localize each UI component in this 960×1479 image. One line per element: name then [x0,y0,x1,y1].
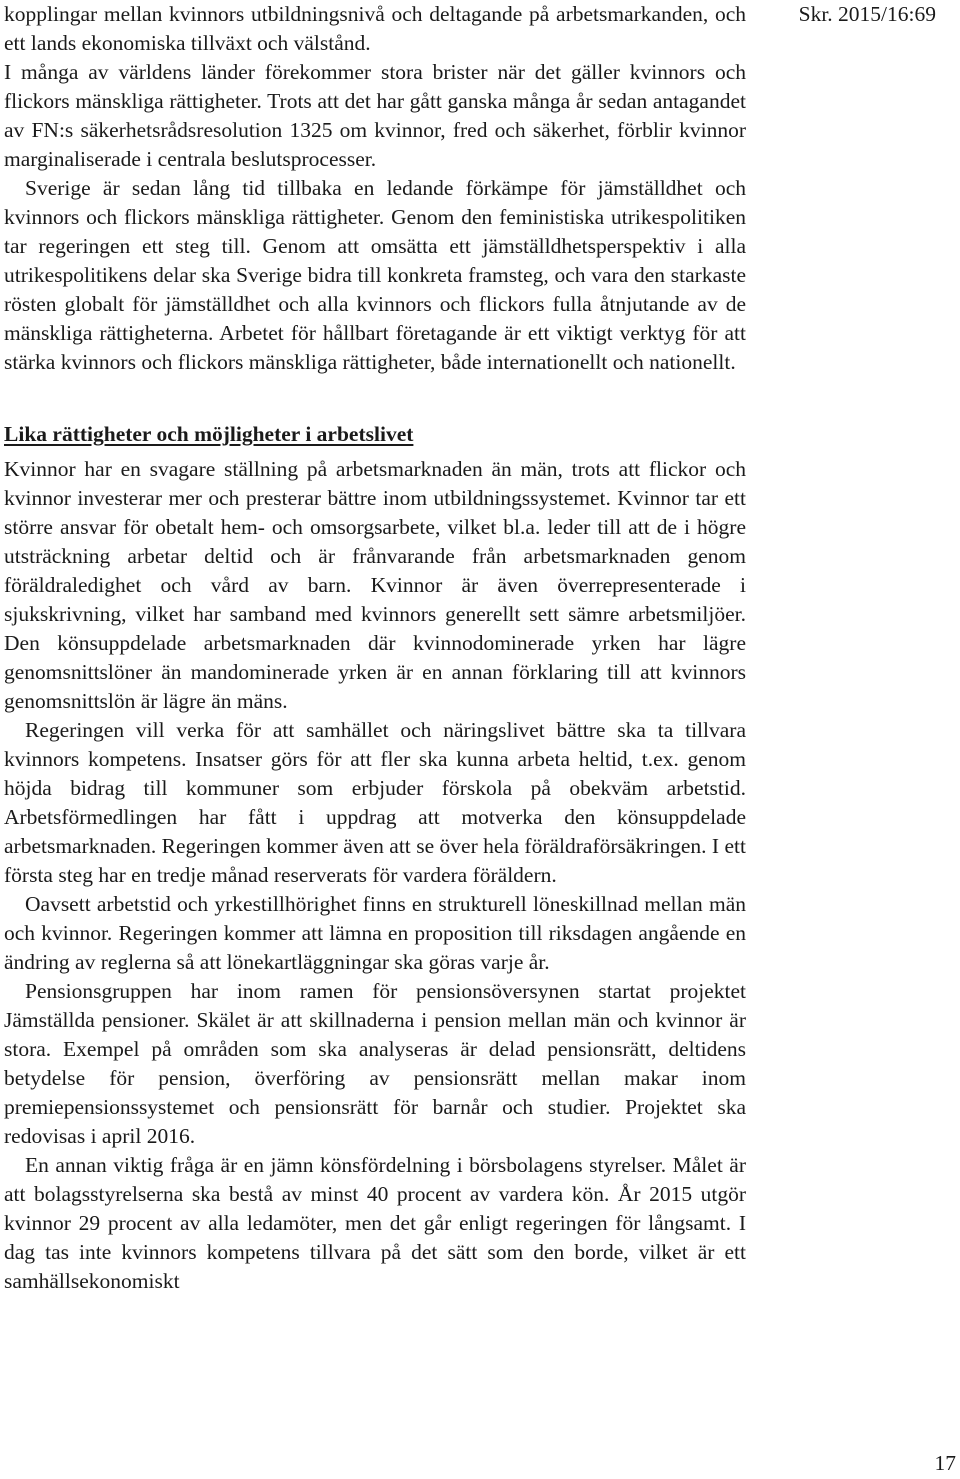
paragraph: I många av världens länder förekommer stora brister när det gäller kvinnors och flickors mänskliga rättigheter. Trots att det har gått ganska många år sedan antagandet av FN:s säkerhetsrådsresolution 1325 om kvinnor, fred och säkerhet, förblir kvinnor marginaliserade i centrala beslutsprocesser. [4,60,746,171]
paragraph: Kvinnor har en svagare ställning på arbetsmarknaden än män, trots att flickor och kvinnor investerar mer och presterar bättre inom utbildningssystemet. Kvinnor tar ett större ansvar för obetalt hem- och omsorgsarbete, vilket bl.a. leder till att de i högre utsträckning arbetar deltid och är frånvarande från arbetsmarknaden genom föräldraledighet och vård av barn. Kvinnor är även överrepresenterade i sjukskrivning, vilket har samband med kvinnors generellt sett sämre arbetsmiljöer. Den könsuppdelade arbetsmarknaden där kvinnodominerade yrken har lägre genomsnittslöner än mandominerade yrken är en annan förklaring till att kvinnors genomsnittslön är lägre än mäns. [4,457,746,713]
page-number: 17 [934,1451,956,1475]
section-heading: Lika rättigheter och möjligheter i arbetslivet [4,422,414,446]
paragraph: Regeringen vill verka för att samhället och näringslivet bättre ska ta tillvara kvinnors kompetens. Insatser görs för att fler ska kunna arbeta heltid, t.ex. genom höjda bidrag till kommuner som erbjuder förskola på obekväm arbetstid. Arbetsförmedlingen har fått i uppdrag att motverka den könsuppdelade arbetsmarknaden. Regeringen kommer även att se över hela föräldraförsäkringen. I ett första steg har en tredje månad reserverats för vardera föräldern. [4,718,746,887]
paragraph: Pensionsgruppen har inom ramen för pensionsöversynen startat projektet Jämställda pensioner. Skälet är att skillnaderna i pension mellan män och kvinnor är stora. Exempel på områden som ska analyseras är delad pensionsrätt, deltidens betydelse för pension, överföring av pensionsrätt mellan makar inom premiepensionssystemet och pensionsrätt för barnår och studier. Projektet ska redovisas i april 2016. [4,979,746,1148]
paragraph: Sverige är sedan lång tid tillbaka en ledande förkämpe för jämställdhet och kvinnors och flickors mänskliga rättigheter. Genom den feministiska utrikespolitiken tar regeringen ett steg till. Genom att omsätta ett jämställdhetsperspektiv i alla utrikespolitikens delar ska Sverige bidra till konkreta framsteg, och vara den starkaste rösten globalt för jämställdhet och alla kvinnors och flickors fulla åtnjutande av de mänskliga rättigheterna. Arbetet för hållbart företagande är ett viktigt verktyg för att stärka kvinnors och flickors mänskliga rättigheter, både internationellt och nationellt. [4,176,746,374]
paragraph: En annan viktig fråga är en jämn könsfördelning i börsbolagens styrelser. Målet är att bolagsstyrelserna ska bestå av minst 40 procent av vardera kön. År 2015 utgör kvinnor 29 procent av alla ledamöter, men det går enligt regeringen för långsamt. I dag tas inte kvinnors kompetens tillvara på det sätt som den borde, vilket är ett samhällsekonomiskt [4,1153,746,1293]
paragraph: kopplingar mellan kvinnors utbildningsnivå och deltagande på arbetsmarkanden, och ett lands ekonomiska tillväxt och välstånd. [4,2,746,55]
paragraph: Oavsett arbetstid och yrkestillhörighet finns en strukturell löneskillnad mellan män och kvinnor. Regeringen kommer att lämna en proposition till riksdagen angående en ändring av reglerna så att lönekartläggningar ska göras varje år. [4,892,746,974]
body-text [4,0,746,1296]
document-reference: Skr. 2015/16:69 [798,2,936,26]
